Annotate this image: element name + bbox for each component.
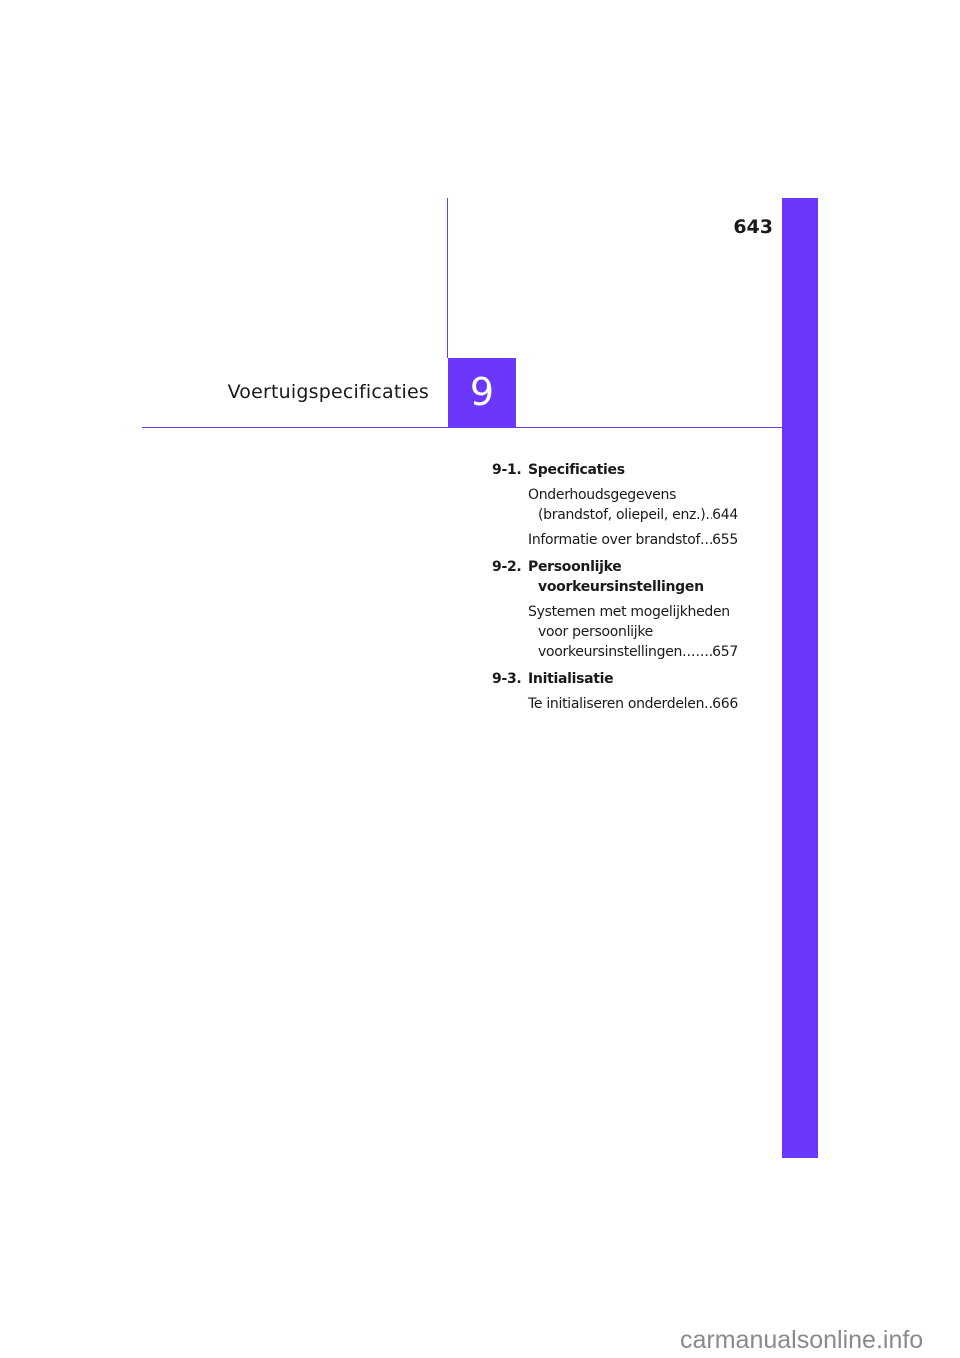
toc-entry-text: Te initialiseren onderdelen	[528, 696, 705, 712]
toc-entry-text: (brandstof, oliepeil, enz.)	[538, 507, 706, 523]
toc-page-number: 655	[712, 532, 738, 548]
toc-page-number: 644	[712, 507, 738, 523]
toc-page-number: 657	[712, 644, 738, 660]
toc-entry[interactable]	[528, 694, 738, 714]
toc-entry[interactable]	[528, 530, 738, 550]
toc-entry-line[interactable]: Onderhoudsgegevens	[528, 487, 677, 503]
toc-entry-text: Informatie over brandstof	[528, 532, 701, 548]
header-vertical-rule	[447, 198, 448, 358]
toc-section-number: 9-3.	[492, 671, 522, 687]
toc-entry-line[interactable]: Systemen met mogelijkheden	[528, 604, 730, 620]
toc-page-number: 666	[712, 696, 738, 712]
toc-section-title[interactable]: Initialisatie	[528, 671, 614, 687]
dot-leader	[705, 505, 712, 525]
toc-entry[interactable]	[538, 505, 738, 525]
toc-entry[interactable]	[538, 642, 738, 662]
watermark: carmanualsonline.info	[680, 1326, 924, 1354]
header-horizontal-rule	[142, 427, 782, 428]
toc-section-number: 9-1.	[492, 462, 522, 478]
dot-leader	[682, 642, 712, 662]
toc-section-title[interactable]: Specificaties	[528, 462, 625, 478]
chapter-number-box: 9	[448, 358, 516, 427]
toc-section-title[interactable]: Persoonlijke	[528, 559, 622, 575]
page-number: 643	[733, 216, 773, 238]
toc-entry-text: voorkeursinstellingen	[538, 644, 683, 660]
chapter-title: Voertuigspecificaties	[227, 381, 429, 403]
toc-entry-line[interactable]: voor persoonlijke	[538, 624, 653, 640]
dot-leader	[700, 530, 712, 550]
toc-section-title-cont[interactable]: voorkeursinstellingen	[538, 579, 704, 595]
dot-leader	[704, 694, 712, 714]
chapter-tab-bar	[782, 198, 818, 1158]
toc-section-number: 9-2.	[492, 559, 522, 575]
